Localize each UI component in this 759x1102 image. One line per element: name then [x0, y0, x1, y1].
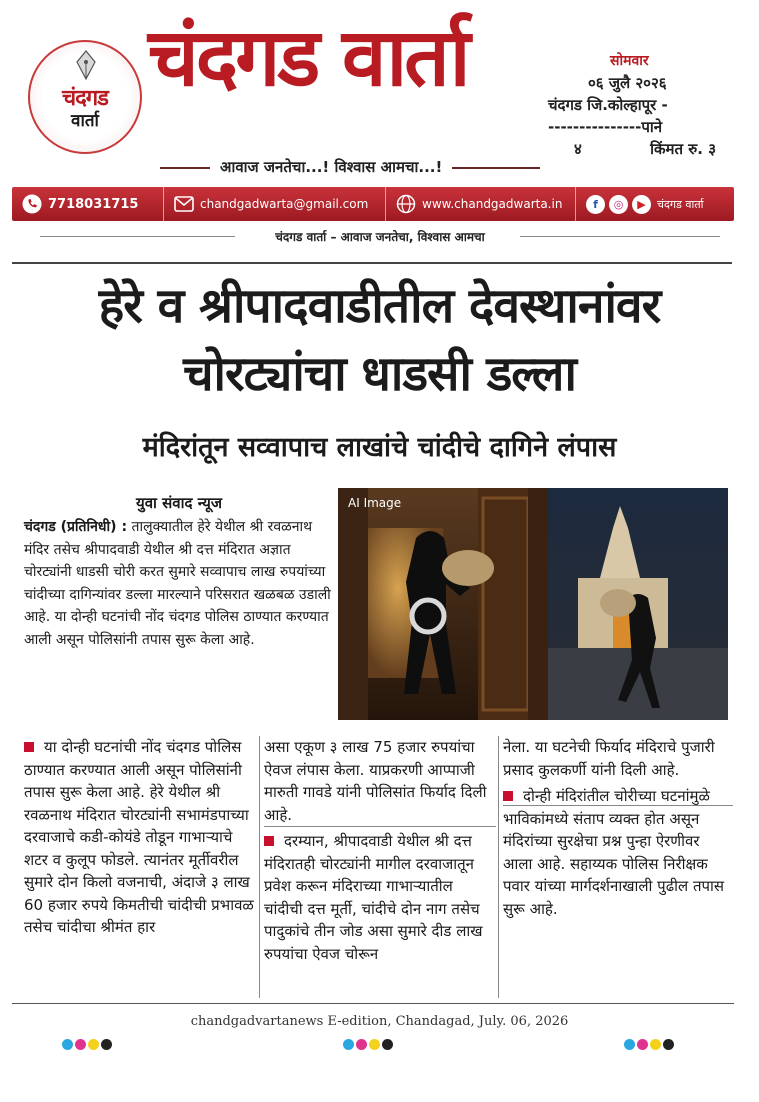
contact-bar	[12, 187, 734, 221]
logo-text-top: चंदगड	[62, 86, 108, 111]
cyan-dot	[343, 1039, 354, 1050]
article-intro-text: तालुक्यातील हेरे येथील श्री रवळनाथ मंदिर तसेच श्रीपादवाडी येथील श्री दत्त मंदिरात अज्ञात चोरट्यांनी धाडसी चोरी करत सुमारे सव्वापाच लाख रुपयांच्या चांदीच्या दागिन्यांवर डल्ला मारल्याने परिसरात खळबळ उडाली आहे. या दोन्ही घटनांची नोंद चंदगड पोलिस ठाण्यात करण्यात आली असून पोलिसांनी तपास सुरू केला आहे.	[24, 519, 331, 648]
column-3-paragraph-1: नेला. या घटनेची फिर्याद मंदिराचे पुजारी प्रसाद कुलकर्णी यांनी दिली आहे.	[503, 738, 715, 779]
black-dot	[382, 1039, 393, 1050]
column-divider-1	[259, 736, 260, 998]
article-byline: युवा संवाद न्यूज	[136, 494, 222, 512]
article-photo	[338, 488, 728, 720]
paragraph-divider-col-3	[503, 805, 733, 806]
column-3-paragraph-2: दोन्ही मंदिरांतील चोरीच्या घटनांमुळे भाविकांमध्ये संताप व्यक्त होत असून मंदिरांच्या सुरक्षेचा प्रश्न पुन्हा ऐरणीवर आला आहे. सहाय्यक पोलिस निरीक्षक पवार यांच्या मार्गदर्शनाखाली पुढील तपास सुरू आहे.	[503, 787, 725, 918]
newspaper-title: चंदगड वार्ता	[148, 11, 468, 104]
headline-line-2: चोरट्यांचा धाडसी डल्ला	[183, 346, 576, 402]
yellow-dot	[88, 1039, 99, 1050]
bullet-marker	[264, 836, 274, 846]
issue-info	[548, 50, 738, 160]
phone-number: 7718031715	[48, 196, 139, 212]
email-icon	[174, 194, 194, 214]
issue-price: किंमत रु. ३	[650, 140, 716, 158]
article-dateline: चंदगड (प्रतिनिधी) :	[24, 519, 128, 535]
black-dot	[663, 1039, 674, 1050]
phone-icon	[22, 194, 42, 214]
article-column-1	[24, 736, 256, 943]
magenta-dot	[75, 1039, 86, 1050]
footer-rule	[12, 1003, 734, 1004]
edition-footer: chandgadvartanews E-edition, Chandagad, July. 06, 2026	[190, 1014, 569, 1029]
issue-pages-count: ४	[574, 140, 582, 158]
logo-text-bottom: वार्ता	[71, 111, 99, 131]
newspaper-logo	[28, 40, 142, 154]
headline-line-1: हेरे व श्रीपादवाडीतील देवस्थानांवर	[98, 278, 661, 334]
magenta-dot	[356, 1039, 367, 1050]
masthead-divider	[12, 262, 732, 264]
website-url: www.chandgadwarta.in	[422, 197, 563, 211]
registration-marks-left	[62, 1039, 112, 1050]
bullet-marker	[503, 791, 513, 801]
masthead	[0, 0, 759, 185]
instagram-icon[interactable]: ◎	[609, 195, 628, 214]
registration-marks-center	[343, 1039, 393, 1050]
article-intro	[24, 516, 338, 651]
pen-nib-icon	[75, 50, 97, 80]
column-2-paragraph-2: दरम्यान, श्रीपादवाडी येथील श्री दत्त मंदिरातही चोरट्यांनी मागील दरवाजातून प्रवेश करून मंदिराच्या गाभाऱ्यातील चांदीची दत्त मूर्ती, चांदीचे दोन नाग तसेच पादुकांचे तीन जोड असा सुमारे दीड लाख रुपयांचा ऐवज चोरून	[264, 832, 483, 963]
website-contact[interactable]	[386, 187, 576, 221]
facebook-icon[interactable]: f	[586, 195, 605, 214]
issue-day: सोमवार	[610, 53, 649, 69]
email-contact[interactable]	[164, 187, 386, 221]
yellow-dot	[369, 1039, 380, 1050]
cyan-dot	[62, 1039, 73, 1050]
column-divider-2	[498, 736, 499, 998]
social-label: चंदगड वार्ता	[657, 197, 704, 211]
phone-contact[interactable]	[12, 187, 164, 221]
bullet-marker	[24, 742, 34, 752]
registration-marks-right	[624, 1039, 674, 1050]
column-2-paragraph-1: असा एकूण ३ लाख 75 हजार रुपयांचा ऐवज लंपास केला. याप्रकरणी आप्पाजी मारुती गावडे यांनी पोलिसांत फिर्याद दिली आहे.	[264, 738, 487, 824]
article-headline	[0, 272, 759, 408]
ai-image-label: AI Image	[348, 496, 402, 510]
column-1-paragraph-1: या दोन्ही घटनांची नोंद चंदगड पोलिस ठाण्यात करण्यात आली असून पोलिसांनी तपास सुरू केला आहे. हेरे येथील श्री रवळनाथ मंदिरात चोरट्यांनी सभामंडपाच्या दरवाजाचे कडी-कोयंडे तोडून गाभाऱ्याचे शटर व कुलूप फोडले. त्यानंतर मूर्तीवरील सुमारे दोन किलो वजनाची, अंदाजे ३ लाख 60 हजार रुपये किमतीची चांदीची प्रभावळ तसेच चांदीचा श्रीमंत हार	[24, 738, 254, 936]
youtube-icon[interactable]: ▶	[632, 195, 651, 214]
tagline: आवाज जनतेचा...! विश्वास आमचा...!	[210, 157, 452, 177]
strap-line: चंदगड वार्ता – आवाज जनतेचा, विश्वास आमचा	[275, 230, 485, 244]
black-dot	[101, 1039, 112, 1050]
magenta-dot	[637, 1039, 648, 1050]
temple-theft-illustration	[338, 488, 728, 720]
cyan-dot	[624, 1039, 635, 1050]
article-column-2	[264, 736, 496, 969]
issue-place: चंदगड जि.कोल्हापूर -	[548, 96, 668, 114]
issue-pages-line: ---------------पाने	[548, 118, 663, 136]
email-address: chandgadwarta@gmail.com	[200, 197, 369, 211]
globe-icon	[396, 194, 416, 214]
article-column-3	[503, 736, 733, 924]
social-links	[576, 187, 734, 221]
issue-date: ०६ जुलै २०२६	[588, 74, 667, 92]
paragraph-divider-col-2	[264, 826, 496, 827]
article-subheadline: मंदिरांतून सव्वापाच लाखांचे चांदीचे दागिने लंपास	[142, 432, 617, 463]
yellow-dot	[650, 1039, 661, 1050]
